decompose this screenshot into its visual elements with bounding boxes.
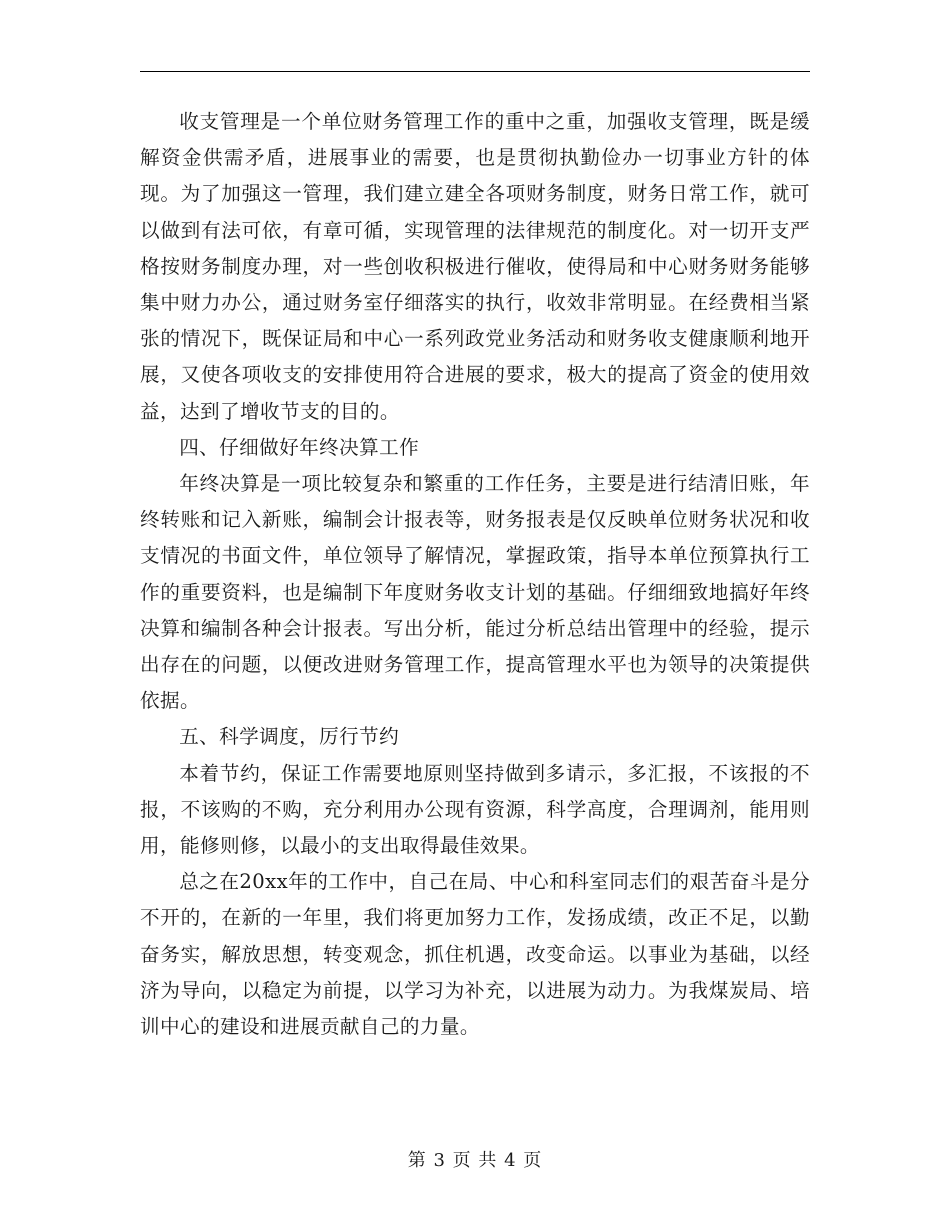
section-heading-scheduling-savings: 五、科学调度，厉行节约: [179, 725, 400, 749]
paragraph-year-end-accounts: 年终决算是一项比较复杂和繁重的工作任务，主要是进行结清旧账，年终转账和记入新账，编制会计报表等，财务报表是仅反映单位财务状况和收支情况的书面文件，单位领导了解情况，掌握政策，指导本单位预算执行工作的重要资料，也是编制下年度财务收支计划的基础。仔细细致地搞好年终决算和编制各种会计报表。写出分析，能过分析总结出管理中的经验，提示出存在的问题，以便改进财务管理工作，提高管理水平也为领导的决策提供依据。: [140, 472, 810, 713]
paragraph-savings: 本着节约，保证工作需要地原则坚持做到多请示，多汇报，不该报的不报，不该购的不购，充分利用办公现有资源，科学高度，合理调剂，能用则用，能修则修，以最小的支出取得最佳效果。: [140, 761, 810, 858]
page-number-footer: 第 3 页 共 4 页: [407, 1150, 543, 1171]
paragraph-summary: 总之在20xx年的工作中，自己在局、中心和科室同志们的艰苦奋斗是分不开的，在新的一年里，我们将更加努力工作，发扬成绩，改正不足，以勤奋务实，解放思想，转变观念，抓住机遇，改变命运。以事业为基础，以经济为导向，以稳定为前提，以学习为补充，以进展为动力。为我煤炭局、培训中心的建设和进展贡献自己的力量。: [140, 870, 810, 1039]
document-body: [140, 104, 810, 1045]
header-rule: [140, 71, 810, 72]
section-heading-year-end-accounts: 四、仔细做好年终决算工作: [179, 435, 420, 459]
paragraph-income-expense: 收支管理是一个单位财务管理工作的重中之重，加强收支管理，既是缓解资金供需矛盾，进展事业的需要，也是贯彻执勤俭办一切事业方针的体现。为了加强这一管理，我们建立建全各项财务制度，财务日常工作，就可以做到有法可依，有章可循，实现管理的法律规范的制度化。对一切开支严格按财务制度办理，对一些创收积极进行催收，使得局和中心财务财务能够集中财力办公，通过财务室仔细落实的执行，收效非常明显。在经费相当紧张的情况下，既保证局和中心一系列政党业务活动和财务收支健康顺利地开展，又使各项收支的安排使用符合进展的要求，极大的提高了资金的使用效益，达到了增收节支的目的。: [140, 110, 810, 423]
